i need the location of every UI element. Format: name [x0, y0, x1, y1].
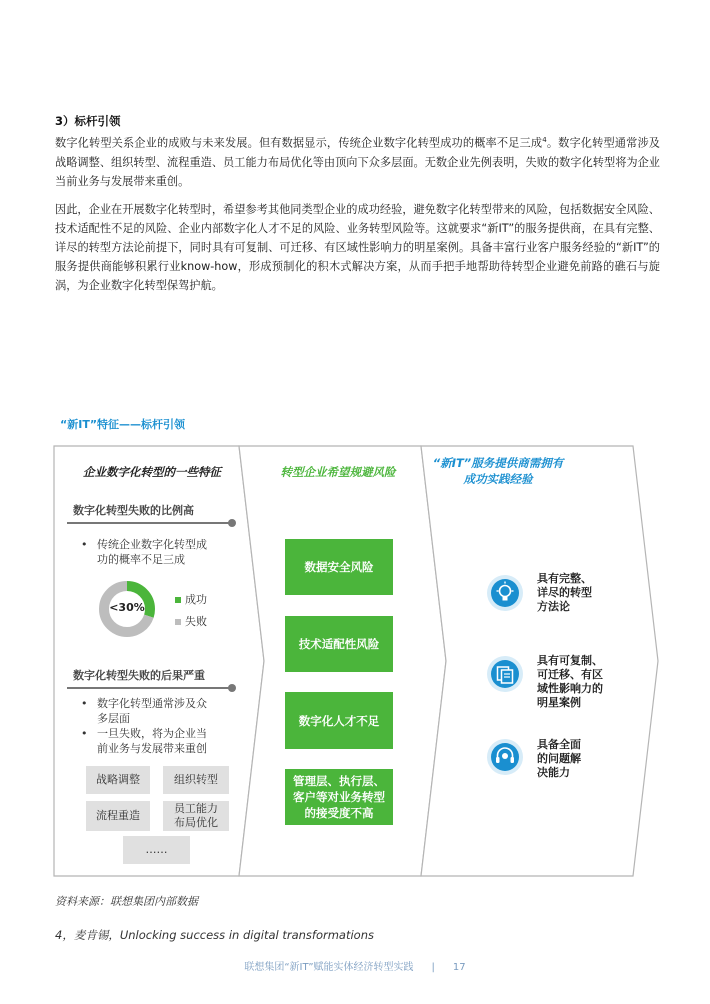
col3-heading-line-2: 成功实践经验 [463, 472, 533, 486]
provider-item-1-line-3: 方法论 [537, 600, 570, 613]
source-note: 资料来源：联想集团内部数据 [55, 895, 198, 908]
provider-item-2-line-2: 可迁移、有区 [537, 668, 603, 681]
footer-title: 联想集团“新IT”赋能实体经济转型实践 [244, 962, 414, 973]
bullet-2-line-1: 数字化转型通常涉及众 [97, 697, 207, 710]
col1-subheading-1: 数字化转型失败的比例高 [73, 504, 194, 517]
page-footer [0, 958, 710, 973]
bullet-3-line-1: 一旦失败，将为企业当 [97, 727, 207, 740]
footnote-ref[interactable]: 4 [542, 136, 547, 144]
risk-box: 技术适配性风险 [285, 616, 393, 672]
tag-box: 战略调整 [86, 766, 150, 794]
col3-heading-line-1: “新IT”服务提供商需拥有 [432, 456, 564, 470]
legend-swatch-fail [175, 619, 181, 625]
provider-item-1-line-1: 具有完整、 [537, 572, 592, 585]
provider-item-3-line-3: 决能力 [537, 766, 570, 779]
bullet-2: • 数字化转型通常涉及众 多层面 [81, 697, 207, 725]
col1-heading: 企业数字化转型的一些特征 [83, 465, 221, 479]
paragraph-1 [55, 131, 660, 191]
divider [67, 687, 233, 689]
provider-item-1-line-2: 详尽的转型 [537, 586, 592, 599]
legend-fail [175, 613, 207, 629]
page-number: 17 [452, 962, 466, 973]
paragraph-1-text: 数字化转型关系企业的成败与未来发展。但有数据显示，传统企业数字化转型成功的概率不足三成 [55, 136, 543, 150]
divider-dot [228, 519, 236, 527]
provider-item-3-line-2: 的问题解 [537, 752, 581, 765]
paragraph-1-rest: 。数字化转型通常涉及战略调整、组织转型、流程重造、员工能力布局优化等由顶向下众多层面。无数企业先例表明，失败的数字化转型将为企业当前业务与发展带来重创。 [55, 136, 660, 188]
risk-box: 数据安全风险 [285, 539, 393, 595]
legend-success [175, 591, 207, 607]
bullet-3: • 一旦失败，将为企业当 前业务与发展带来重创 [81, 727, 207, 755]
figure [53, 445, 663, 877]
tag-box: …… [123, 836, 190, 864]
col1-subheading-2: 数字化转型失败的后果严重 [73, 669, 205, 682]
section-title: 3）标杆引领 [55, 114, 121, 128]
legend-success-label: 成功 [185, 593, 207, 606]
legend-fail-label: 失败 [185, 615, 207, 628]
provider-item-2-line-1: 具有可复制、 [537, 654, 603, 667]
provider-item-2 [537, 654, 603, 710]
headset-icon [486, 738, 524, 776]
lightbulb-icon [486, 574, 524, 612]
legend-swatch-success [175, 597, 181, 603]
risk-box: 管理层、执行层、客户等对业务转型的接受度不高 [285, 769, 393, 825]
divider [67, 522, 233, 524]
footer-separator: | [431, 962, 435, 973]
provider-item-3-line-1: 具备全面 [537, 738, 581, 751]
provider-item-3 [537, 738, 581, 780]
bullet-3-line-2: 前业务与发展带来重创 [97, 742, 207, 755]
provider-item-2-line-3: 域性影响力的 [537, 682, 603, 695]
col3-heading [418, 455, 578, 487]
donut-label: <30% [109, 601, 145, 614]
bullet-1-line-1: 传统企业数字化转型成 [97, 538, 207, 551]
bullet-1: • 传统企业数字化转型成 功的概率不足三成 [81, 538, 207, 566]
tag-box: 流程重造 [86, 801, 150, 831]
provider-item-2-line-4: 明星案例 [537, 696, 581, 709]
tag-box: 员工能力布局优化 [163, 801, 229, 831]
divider-dot [228, 684, 236, 692]
col2-heading: 转型企业希望规避风险 [280, 465, 396, 479]
paragraph-2: 因此，企业在开展数字化转型时，希望参考其他同类型企业的成功经验，避免数字化转型带来的风险，包括数据安全风险、技术适配性不足的风险、企业内部数字化人才不足的风险、业务转型风险等。这就要求“新IT”的服务提供商，在具有完整、详尽的转型方法论前提下，同时具有可复制、可迁移、有区域性影响力的明星案例。具备丰富行业客户服务经验的“新IT”的服务提供商能够积累行业know-how，形成预制化的积木式解决方案，从而手把手地帮助待转型企业避免前路的礁石与旋涡，为企业数字化转型保驾护航。 [55, 203, 660, 292]
bullet-2-line-2: 多层面 [97, 712, 130, 725]
bullet-1-line-2: 功的概率不足三成 [97, 553, 185, 566]
provider-item-1 [537, 572, 592, 614]
footnote: 4，麦肯锡，Unlocking success in digital transformations [55, 928, 374, 942]
copy-icon [486, 655, 524, 693]
figure-title: “新IT”特征——标杆引领 [60, 418, 186, 431]
tag-box: 组织转型 [163, 766, 229, 794]
risk-box: 数字化人才不足 [285, 692, 393, 749]
